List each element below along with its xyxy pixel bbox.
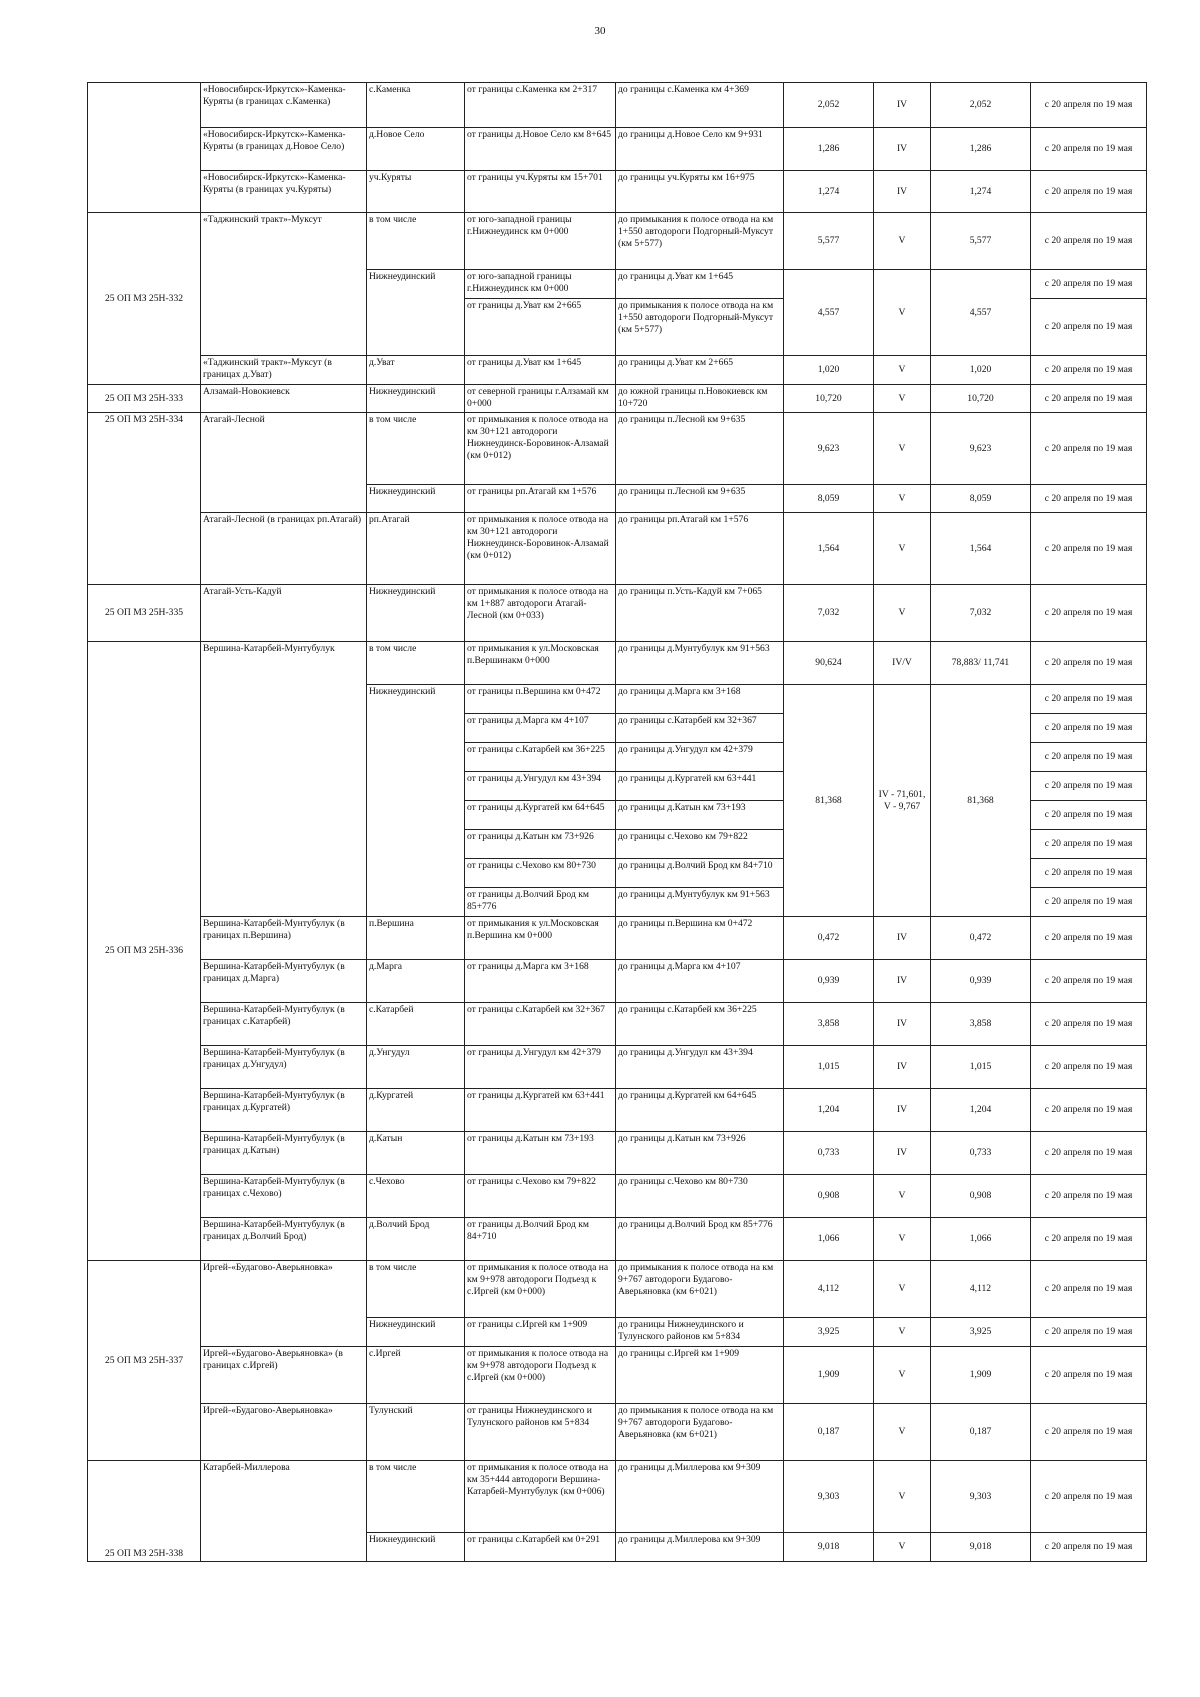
length-cell: 1,204 xyxy=(784,1089,874,1132)
period-cell: с 20 апреля по 19 мая xyxy=(1031,830,1147,859)
length-cell: 1,909 xyxy=(784,1347,874,1404)
length-cell: 1,286 xyxy=(784,128,874,171)
table-row xyxy=(88,1175,1147,1218)
end-cell: до границы д.Катын км 73+926 xyxy=(616,1132,784,1175)
period-cell: с 20 апреля по 19 мая xyxy=(1031,801,1147,830)
start-cell: от границы с.Чехово км 79+822 xyxy=(465,1175,616,1218)
road-name-cell: Вершина-Катарбей-Мунтубулук (в границах д.Унгудул) xyxy=(201,1046,367,1089)
length-by-category-cell: 1,274 xyxy=(931,171,1031,213)
length-by-category-cell: 4,557 xyxy=(931,270,1031,356)
road-name-cell: Вершина-Катарбей-Мунтубулук xyxy=(201,642,367,917)
period-cell: с 20 апреля по 19 мая xyxy=(1031,1003,1147,1046)
category-cell: V xyxy=(874,270,931,356)
length-cell: 4,112 xyxy=(784,1261,874,1318)
period-cell: с 20 апреля по 19 мая xyxy=(1031,1404,1147,1461)
length-cell: 9,623 xyxy=(784,413,874,485)
road-name-cell: Вершина-Катарбей-Мунтубулук (в границах с.Катарбей) xyxy=(201,1003,367,1046)
district-cell: Нижнеудинский xyxy=(367,1318,465,1347)
district-cell: в том числе xyxy=(367,1261,465,1318)
category-cell: V xyxy=(874,1218,931,1261)
end-cell: до примыкания к полосе отвода на км 9+767 автодороги Будагово-Аверьяновка (км 6+021) xyxy=(616,1261,784,1318)
length-cell: 0,908 xyxy=(784,1175,874,1218)
road-code-cell: 25 ОП МЗ 25Н-332 xyxy=(88,213,201,385)
length-by-category-cell: 1,564 xyxy=(931,513,1031,585)
district-cell: д.Новое Село xyxy=(367,128,465,171)
length-cell: 10,720 xyxy=(784,385,874,413)
start-cell: от границы д.Унгудул км 43+394 xyxy=(465,772,616,801)
road-code-cell: 25 ОП МЗ 25Н-334 xyxy=(88,413,201,585)
end-cell: до границы д.Волчий Брод км 85+776 xyxy=(616,1218,784,1261)
end-cell: до границы с.Катарбей км 36+225 xyxy=(616,1003,784,1046)
start-cell: от границы д.Уват км 2+665 xyxy=(465,299,616,356)
district-cell: д.Кургатей xyxy=(367,1089,465,1132)
period-cell: с 20 апреля по 19 мая xyxy=(1031,83,1147,128)
category-cell: V xyxy=(874,213,931,270)
period-cell: с 20 апреля по 19 мая xyxy=(1031,772,1147,801)
district-cell: д.Унгудул xyxy=(367,1046,465,1089)
category-cell: IV xyxy=(874,1046,931,1089)
road-name-cell: Вершина-Катарбей-Мунтубулук (в границах с.Чехово) xyxy=(201,1175,367,1218)
length-by-category-cell: 1,204 xyxy=(931,1089,1031,1132)
length-by-category-cell: 10,720 xyxy=(931,385,1031,413)
road-name-cell: Катарбей-Миллерова xyxy=(201,1461,367,1562)
road-name-cell: Иргей-«Будагово-Аверьяновка» xyxy=(201,1261,367,1347)
end-cell: до границы уч.Куряты км 16+975 xyxy=(616,171,784,213)
road-code-cell xyxy=(88,83,201,213)
district-cell: д.Марга xyxy=(367,960,465,1003)
table-row xyxy=(88,585,1147,642)
category-cell: V xyxy=(874,585,931,642)
end-cell: до границы с.Чехово км 79+822 xyxy=(616,830,784,859)
category-cell: V xyxy=(874,1533,931,1562)
road-name-cell: Атагай-Лесной (в границах рп.Атагай) xyxy=(201,513,367,585)
start-cell: от границы д.Кургатей км 64+645 xyxy=(465,801,616,830)
category-cell: V xyxy=(874,413,931,485)
period-cell: с 20 апреля по 19 мая xyxy=(1031,743,1147,772)
period-cell: с 20 апреля по 19 мая xyxy=(1031,270,1147,299)
category-cell: IV - 71,601, V - 9,767 xyxy=(874,685,931,917)
start-cell: от границы д.Унгудул км 42+379 xyxy=(465,1046,616,1089)
start-cell: от границы с.Чехово км 80+730 xyxy=(465,859,616,888)
category-cell: V xyxy=(874,1318,931,1347)
road-code-cell: 25 ОП МЗ 25Н-336 xyxy=(88,642,201,1261)
end-cell: до границы д.Катын км 73+193 xyxy=(616,801,784,830)
road-name-cell: «Таджинский тракт»-Муксут xyxy=(201,213,367,356)
category-cell: IV xyxy=(874,960,931,1003)
start-cell: от юго-западной границы г.Нижнеудинск км 0+000 xyxy=(465,270,616,299)
period-cell: с 20 апреля по 19 мая xyxy=(1031,385,1147,413)
length-cell: 0,472 xyxy=(784,917,874,960)
end-cell: до границы п.Лесной км 9+635 xyxy=(616,413,784,485)
category-cell: IV xyxy=(874,917,931,960)
category-cell: V xyxy=(874,1461,931,1533)
period-cell: с 20 апреля по 19 мая xyxy=(1031,1175,1147,1218)
period-cell: с 20 апреля по 19 мая xyxy=(1031,128,1147,171)
start-cell: от примыкания к полосе отвода на км 9+978 автодороги Подъезд к с.Иргей (км 0+000) xyxy=(465,1261,616,1318)
length-cell: 0,187 xyxy=(784,1404,874,1461)
end-cell: до границы д.Миллерова км 9+309 xyxy=(616,1461,784,1533)
table-row xyxy=(88,642,1147,685)
period-cell: с 20 апреля по 19 мая xyxy=(1031,685,1147,714)
length-cell: 3,925 xyxy=(784,1318,874,1347)
start-cell: от границы д.Катын км 73+926 xyxy=(465,830,616,859)
length-cell: 9,018 xyxy=(784,1533,874,1562)
table-row xyxy=(88,1218,1147,1261)
length-by-category-cell: 0,472 xyxy=(931,917,1031,960)
start-cell: от границы с.Каменка км 2+317 xyxy=(465,83,616,128)
district-cell: Нижнеудинский xyxy=(367,585,465,642)
start-cell: от границы с.Катарбей км 0+291 xyxy=(465,1533,616,1562)
start-cell: от северной границы г.Алзамай км 0+000 xyxy=(465,385,616,413)
start-cell: от границы уч.Куряты км 15+701 xyxy=(465,171,616,213)
period-cell: с 20 апреля по 19 мая xyxy=(1031,888,1147,917)
period-cell: с 20 апреля по 19 мая xyxy=(1031,1533,1147,1562)
length-by-category-cell: 1,066 xyxy=(931,1218,1031,1261)
period-cell: с 20 апреля по 19 мая xyxy=(1031,642,1147,685)
length-cell: 1,274 xyxy=(784,171,874,213)
period-cell: с 20 апреля по 19 мая xyxy=(1031,1318,1147,1347)
table-row xyxy=(88,1046,1147,1089)
road-code-cell: 25 ОП МЗ 25Н-337 xyxy=(88,1261,201,1461)
start-cell: от примыкания к полосе отвода на км 30+121 автодороги Нижнеудинск-Боровинок-Алзамай (км 0+012) xyxy=(465,413,616,485)
road-closure-table xyxy=(87,82,1147,1562)
length-by-category-cell: 7,032 xyxy=(931,585,1031,642)
district-cell: Нижнеудинский xyxy=(367,485,465,513)
district-cell: Нижнеудинский xyxy=(367,385,465,413)
start-cell: от примыкания к полосе отвода на км 30+121 автодороги Нижнеудинск-Боровинок-Алзамай (км 0+012) xyxy=(465,513,616,585)
length-cell: 8,059 xyxy=(784,485,874,513)
end-cell: до границы д.Волчий Брод км 84+710 xyxy=(616,859,784,888)
district-cell: Нижнеудинский xyxy=(367,685,465,917)
table-row xyxy=(88,213,1147,270)
start-cell: от примыкания к ул.Московская п.Вершинакм 0+000 xyxy=(465,642,616,685)
category-cell: IV xyxy=(874,83,931,128)
start-cell: от юго-западной границы г.Нижнеудинск км 0+000 xyxy=(465,213,616,270)
start-cell: от границы с.Катарбей км 32+367 xyxy=(465,1003,616,1046)
road-name-cell: Атагай-Лесной xyxy=(201,413,367,513)
period-cell: с 20 апреля по 19 мая xyxy=(1031,960,1147,1003)
category-cell: V xyxy=(874,1261,931,1318)
road-name-cell: Атагай-Усть-Кадуй xyxy=(201,585,367,642)
category-cell: IV xyxy=(874,1132,931,1175)
start-cell: от границы д.Волчий Брод км 84+710 xyxy=(465,1218,616,1261)
length-cell: 9,303 xyxy=(784,1461,874,1533)
district-cell: в том числе xyxy=(367,413,465,485)
district-cell: д.Волчий Брод xyxy=(367,1218,465,1261)
length-by-category-cell: 9,623 xyxy=(931,413,1031,485)
start-cell: от примыкания к полосе отвода на км 9+978 автодороги Подъезд к с.Иргей (км 0+000) xyxy=(465,1347,616,1404)
table-row xyxy=(88,1347,1147,1404)
length-by-category-cell: 3,858 xyxy=(931,1003,1031,1046)
end-cell: до границы с.Катарбей км 32+367 xyxy=(616,714,784,743)
table-row xyxy=(88,83,1147,128)
road-name-cell: Вершина-Катарбей-Мунтубулук (в границах д.Кургатей) xyxy=(201,1089,367,1132)
end-cell: до границы с.Чехово км 80+730 xyxy=(616,1175,784,1218)
period-cell: с 20 апреля по 19 мая xyxy=(1031,1132,1147,1175)
period-cell: с 20 апреля по 19 мая xyxy=(1031,585,1147,642)
district-cell: с.Каменка xyxy=(367,83,465,128)
start-cell: от границы д.Новое Село км 8+645 xyxy=(465,128,616,171)
district-cell: п.Вершина xyxy=(367,917,465,960)
length-cell: 0,939 xyxy=(784,960,874,1003)
road-name-cell: «Таджинский тракт»-Муксут (в границах д.Уват) xyxy=(201,356,367,385)
table-row xyxy=(88,356,1147,385)
start-cell: от примыкания к полосе отвода на км 35+444 автодороги Вершина-Катарбей-Мунтубулук (км 0+006) xyxy=(465,1461,616,1533)
end-cell: до границы Нижнеудинского и Тулунского районов км 5+834 xyxy=(616,1318,784,1347)
end-cell: до границы с.Каменка км 4+369 xyxy=(616,83,784,128)
category-cell: IV xyxy=(874,171,931,213)
end-cell: до границы п.Усть-Кадуй км 7+065 xyxy=(616,585,784,642)
period-cell: с 20 апреля по 19 мая xyxy=(1031,413,1147,485)
start-cell: от границы п.Вершина км 0+472 xyxy=(465,685,616,714)
length-cell: 7,032 xyxy=(784,585,874,642)
table-row xyxy=(88,1461,1147,1533)
period-cell: с 20 апреля по 19 мая xyxy=(1031,714,1147,743)
end-cell: до примыкания к полосе отвода на км 9+767 автодороги Будагово-Аверьяновка (км 6+021) xyxy=(616,1404,784,1461)
length-cell: 3,858 xyxy=(784,1003,874,1046)
length-by-category-cell: 0,733 xyxy=(931,1132,1031,1175)
start-cell: от границы д.Волчий Брод км 85+776 xyxy=(465,888,616,917)
district-cell: с.Иргей xyxy=(367,1347,465,1404)
end-cell: до границы д.Кургатей км 63+441 xyxy=(616,772,784,801)
table-row xyxy=(88,513,1147,585)
road-name-cell: «Новосибирск-Иркутск»-Каменка-Куряты (в границах с.Каменка) xyxy=(201,83,367,128)
table-row xyxy=(88,1404,1147,1461)
length-by-category-cell: 9,303 xyxy=(931,1461,1031,1533)
road-name-cell: Иргей-«Будагово-Аверьяновка» (в границах с.Иргей) xyxy=(201,1347,367,1404)
table-row xyxy=(88,1089,1147,1132)
road-name-cell: Вершина-Катарбей-Мунтубулук (в границах д.Катын) xyxy=(201,1132,367,1175)
start-cell: от примыкания к полосе отвода на км 1+887 автодороги Атагай-Лесной (км 0+033) xyxy=(465,585,616,642)
end-cell: до границы рп.Атагай км 1+576 xyxy=(616,513,784,585)
start-cell: от границы д.Катын км 73+193 xyxy=(465,1132,616,1175)
road-name-cell: Вершина-Катарбей-Мунтубулук (в границах п.Вершина) xyxy=(201,917,367,960)
district-cell: уч.Куряты xyxy=(367,171,465,213)
end-cell: до границы д.Кургатей км 64+645 xyxy=(616,1089,784,1132)
table-row xyxy=(88,1003,1147,1046)
length-cell: 81,368 xyxy=(784,685,874,917)
length-cell: 90,624 xyxy=(784,642,874,685)
category-cell: V xyxy=(874,385,931,413)
end-cell: до границы д.Миллерова км 9+309 xyxy=(616,1533,784,1562)
road-name-cell: Иргей-«Будагово-Аверьяновка» xyxy=(201,1404,367,1461)
road-code-cell: 25 ОП МЗ 25Н-333 xyxy=(88,385,201,413)
length-by-category-cell: 81,368 xyxy=(931,685,1031,917)
period-cell: с 20 апреля по 19 мая xyxy=(1031,213,1147,270)
table-row xyxy=(88,960,1147,1003)
length-by-category-cell: 9,018 xyxy=(931,1533,1031,1562)
period-cell: с 20 апреля по 19 мая xyxy=(1031,1218,1147,1261)
table-row xyxy=(88,1261,1147,1318)
category-cell: V xyxy=(874,485,931,513)
length-cell: 4,557 xyxy=(784,270,874,356)
length-cell: 1,020 xyxy=(784,356,874,385)
length-by-category-cell: 78,883/ 11,741 xyxy=(931,642,1031,685)
length-by-category-cell: 2,052 xyxy=(931,83,1031,128)
period-cell: с 20 апреля по 19 мая xyxy=(1031,299,1147,356)
end-cell: до примыкания к полосе отвода на км 1+550 автодороги Подгорный-Муксут (км 5+577) xyxy=(616,213,784,270)
start-cell: от границы д.Марга км 3+168 xyxy=(465,960,616,1003)
category-cell: IV xyxy=(874,1089,931,1132)
district-cell: с.Катарбей xyxy=(367,1003,465,1046)
end-cell: до границы д.Унгудул км 43+394 xyxy=(616,1046,784,1089)
table-row xyxy=(88,1132,1147,1175)
period-cell: с 20 апреля по 19 мая xyxy=(1031,1347,1147,1404)
start-cell: от границы с.Иргей км 1+909 xyxy=(465,1318,616,1347)
length-cell: 2,052 xyxy=(784,83,874,128)
start-cell: от границы с.Катарбей км 36+225 xyxy=(465,743,616,772)
district-cell: в том числе xyxy=(367,1461,465,1533)
end-cell: до границы д.Мунтубулук км 91+563 xyxy=(616,642,784,685)
end-cell: до примыкания к полосе отвода на км 1+550 автодороги Подгорный-Муксут (км 5+577) xyxy=(616,299,784,356)
district-cell: д.Катын xyxy=(367,1132,465,1175)
period-cell: с 20 апреля по 19 мая xyxy=(1031,917,1147,960)
end-cell: до границы п.Вершина км 0+472 xyxy=(616,917,784,960)
table-row xyxy=(88,385,1147,413)
length-by-category-cell: 5,577 xyxy=(931,213,1031,270)
category-cell: V xyxy=(874,1175,931,1218)
category-cell: V xyxy=(874,513,931,585)
end-cell: до границы д.Марга км 3+168 xyxy=(616,685,784,714)
length-by-category-cell: 8,059 xyxy=(931,485,1031,513)
table-row xyxy=(88,917,1147,960)
length-cell: 1,066 xyxy=(784,1218,874,1261)
length-by-category-cell: 1,015 xyxy=(931,1046,1031,1089)
district-cell: рп.Атагай xyxy=(367,513,465,585)
road-code-cell: 25 ОП МЗ 25Н-338 xyxy=(88,1461,201,1562)
length-by-category-cell: 3,925 xyxy=(931,1318,1031,1347)
end-cell: до границы д.Мунтубулук км 91+563 xyxy=(616,888,784,917)
period-cell: с 20 апреля по 19 мая xyxy=(1031,356,1147,385)
road-name-cell: «Новосибирск-Иркутск»-Каменка-Куряты (в границах д.Новое Село) xyxy=(201,128,367,171)
length-by-category-cell: 0,187 xyxy=(931,1404,1031,1461)
length-cell: 1,015 xyxy=(784,1046,874,1089)
road-name-cell: «Новосибирск-Иркутск»-Каменка-Куряты (в границах уч.Куряты) xyxy=(201,171,367,213)
category-cell: V xyxy=(874,1404,931,1461)
page-number: 30 xyxy=(594,25,606,37)
district-cell: Нижнеудинский xyxy=(367,270,465,356)
district-cell: Нижнеудинский xyxy=(367,1533,465,1562)
start-cell: от границы д.Марга км 4+107 xyxy=(465,714,616,743)
road-name-cell: Алзамай-Новокиевск xyxy=(201,385,367,413)
district-cell: в том числе xyxy=(367,642,465,685)
category-cell: IV/V xyxy=(874,642,931,685)
table-row xyxy=(88,171,1147,213)
start-cell: от границы д.Кургатей км 63+441 xyxy=(465,1089,616,1132)
start-cell: от примыкания к ул.Московская п.Вершина км 0+000 xyxy=(465,917,616,960)
district-cell: с.Чехово xyxy=(367,1175,465,1218)
length-by-category-cell: 1,909 xyxy=(931,1347,1031,1404)
end-cell: до южной границы п.Новокиевск км 10+720 xyxy=(616,385,784,413)
period-cell: с 20 апреля по 19 мая xyxy=(1031,1046,1147,1089)
district-cell: в том числе xyxy=(367,213,465,270)
end-cell: до границы д.Уват км 1+645 xyxy=(616,270,784,299)
length-by-category-cell: 0,939 xyxy=(931,960,1031,1003)
length-cell: 1,564 xyxy=(784,513,874,585)
category-cell: V xyxy=(874,1347,931,1404)
end-cell: до границы д.Марга км 4+107 xyxy=(616,960,784,1003)
road-code-cell: 25 ОП МЗ 25Н-335 xyxy=(88,585,201,642)
start-cell: от границы Нижнеудинского и Тулунского районов км 5+834 xyxy=(465,1404,616,1461)
period-cell: с 20 апреля по 19 мая xyxy=(1031,513,1147,585)
end-cell: до границы с.Иргей км 1+909 xyxy=(616,1347,784,1404)
start-cell: от границы д.Уват км 1+645 xyxy=(465,356,616,385)
length-cell: 0,733 xyxy=(784,1132,874,1175)
period-cell: с 20 апреля по 19 мая xyxy=(1031,1461,1147,1533)
table-row xyxy=(88,128,1147,171)
length-by-category-cell: 1,286 xyxy=(931,128,1031,171)
length-by-category-cell: 1,020 xyxy=(931,356,1031,385)
period-cell: с 20 апреля по 19 мая xyxy=(1031,1089,1147,1132)
period-cell: с 20 апреля по 19 мая xyxy=(1031,485,1147,513)
period-cell: с 20 апреля по 19 мая xyxy=(1031,1261,1147,1318)
category-cell: IV xyxy=(874,1003,931,1046)
period-cell: с 20 апреля по 19 мая xyxy=(1031,859,1147,888)
end-cell: до границы д.Унгудул км 42+379 xyxy=(616,743,784,772)
start-cell: от границы рп.Атагай км 1+576 xyxy=(465,485,616,513)
category-cell: V xyxy=(874,356,931,385)
end-cell: до границы п.Лесной км 9+635 xyxy=(616,485,784,513)
end-cell: до границы д.Новое Село км 9+931 xyxy=(616,128,784,171)
length-by-category-cell: 4,112 xyxy=(931,1261,1031,1318)
road-name-cell: Вершина-Катарбей-Мунтубулук (в границах д.Марга) xyxy=(201,960,367,1003)
district-cell: Тулунский xyxy=(367,1404,465,1461)
period-cell: с 20 апреля по 19 мая xyxy=(1031,171,1147,213)
road-name-cell: Вершина-Катарбей-Мунтубулук (в границах д.Волчий Брод) xyxy=(201,1218,367,1261)
category-cell: IV xyxy=(874,128,931,171)
district-cell: д.Уват xyxy=(367,356,465,385)
length-cell: 5,577 xyxy=(784,213,874,270)
end-cell: до границы д.Уват км 2+665 xyxy=(616,356,784,385)
length-by-category-cell: 0,908 xyxy=(931,1175,1031,1218)
table-row xyxy=(88,413,1147,485)
